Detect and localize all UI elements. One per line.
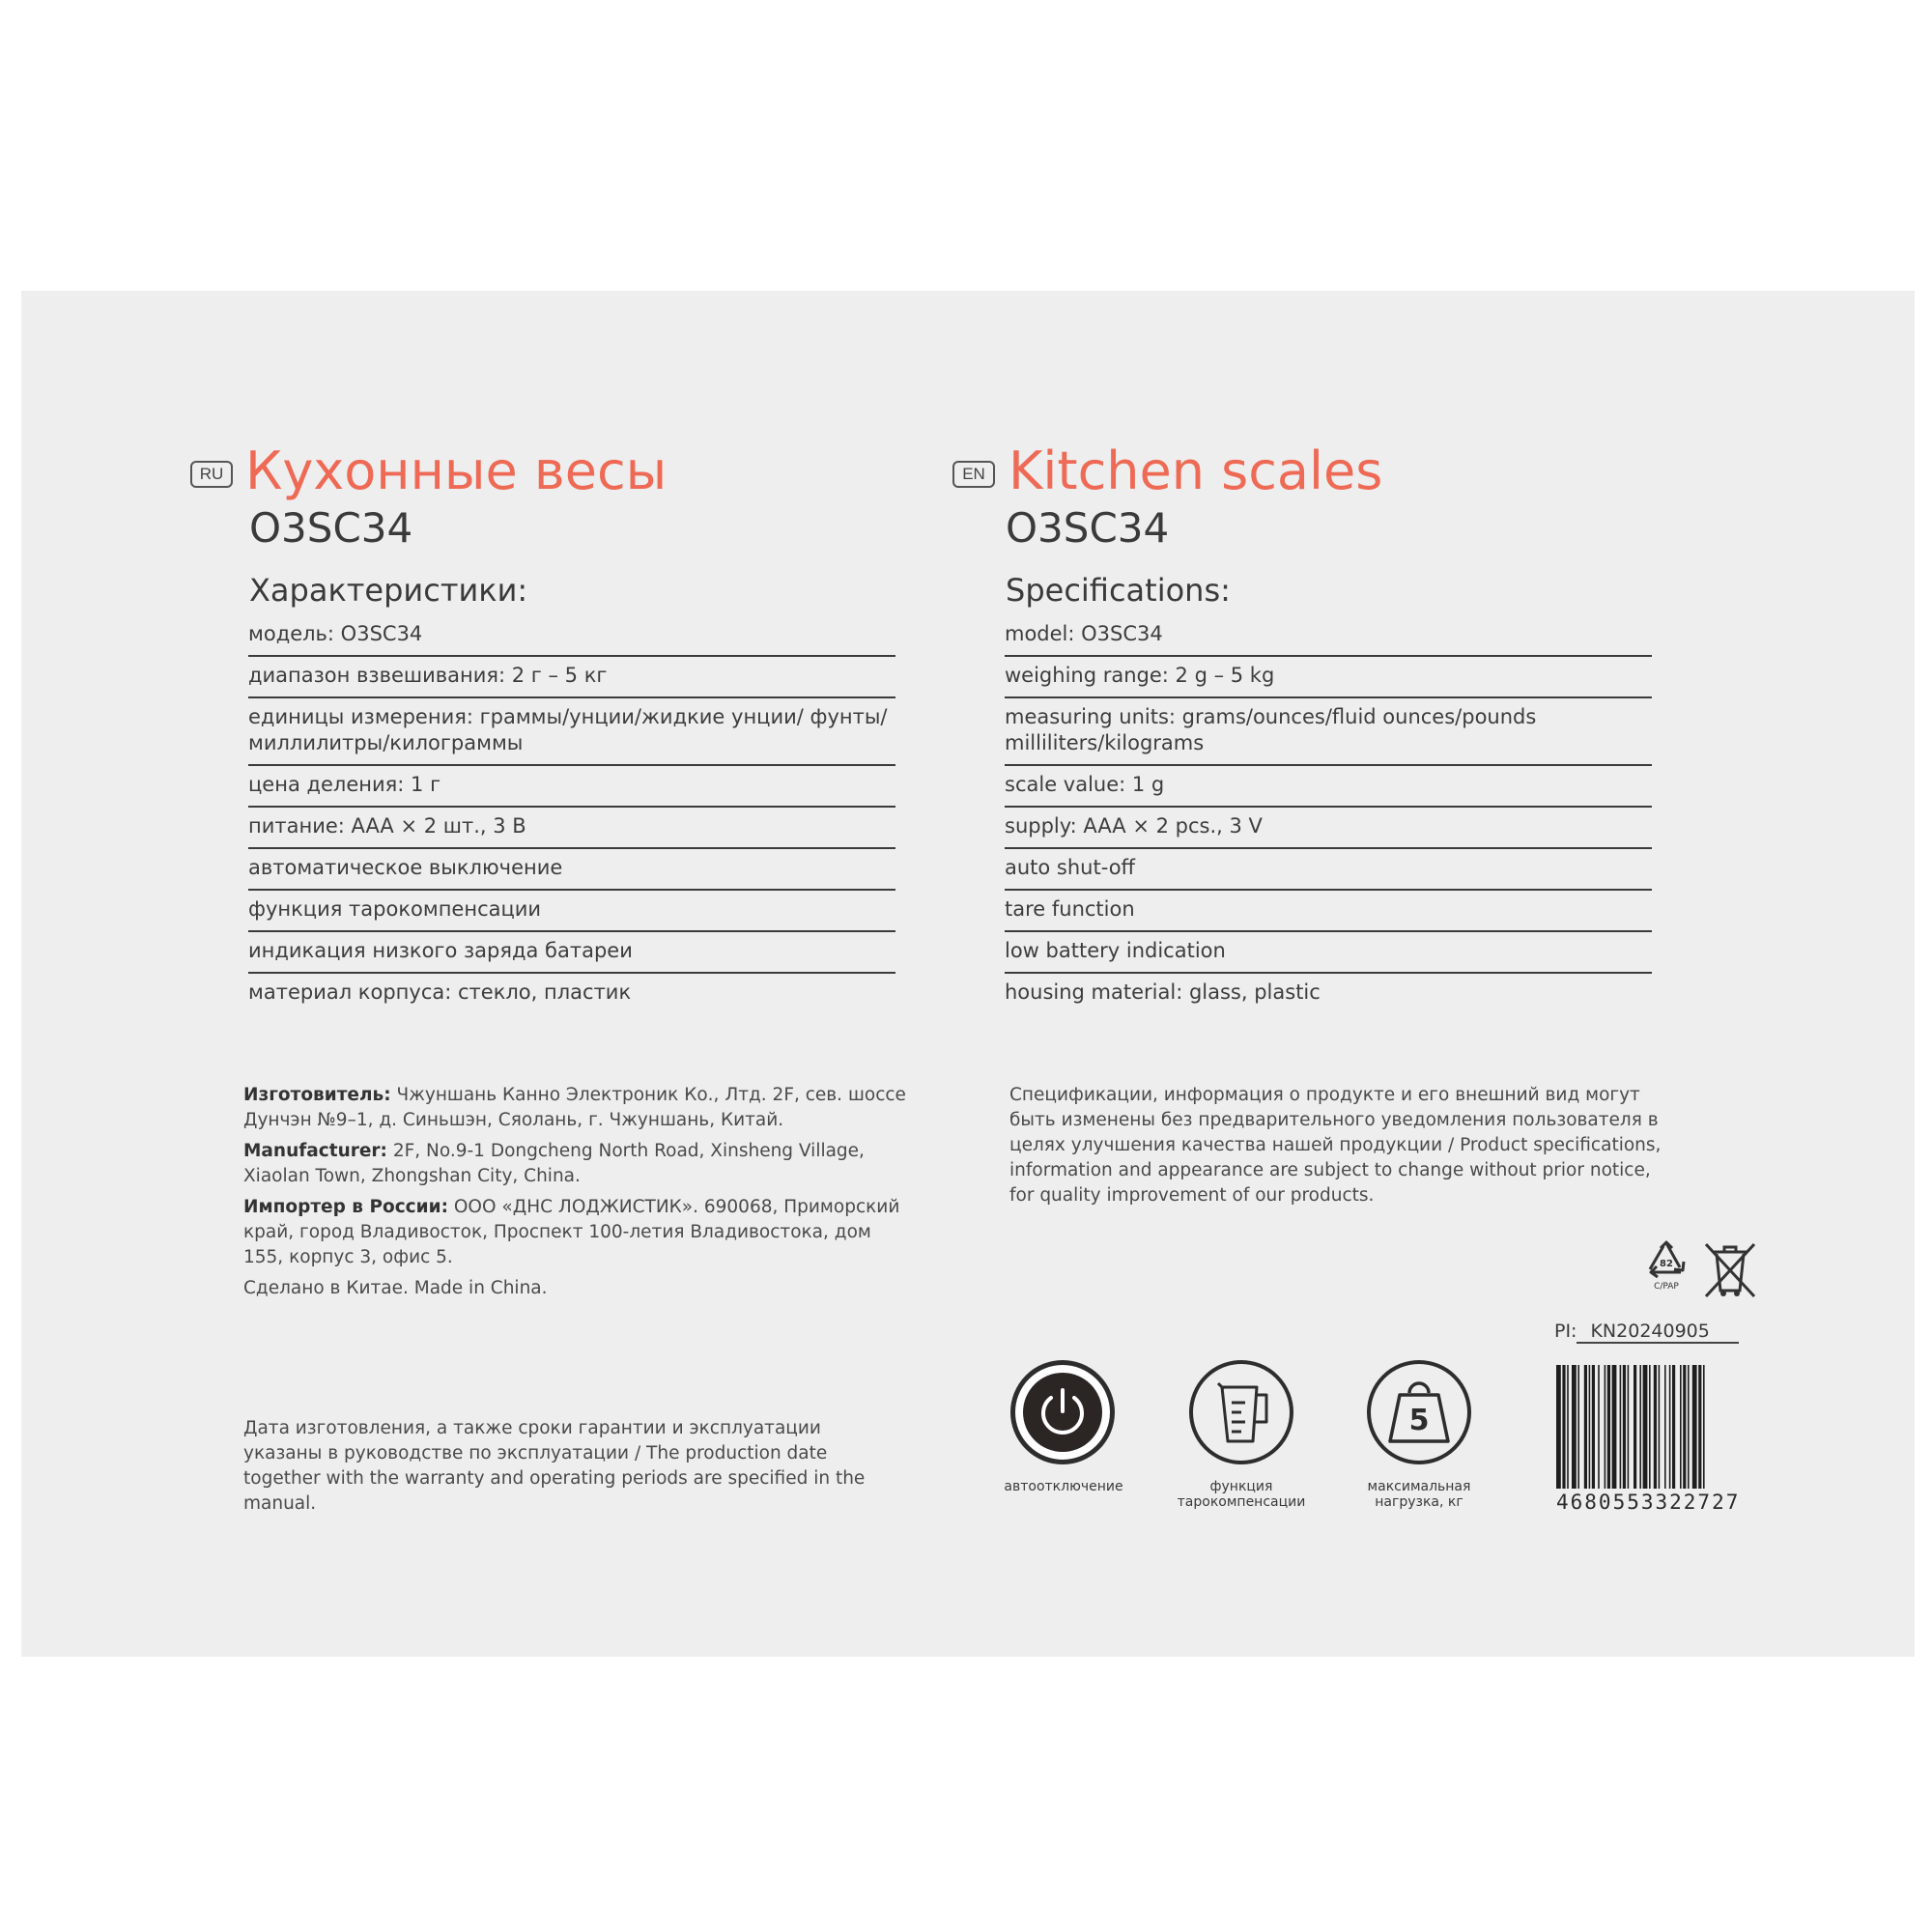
pi-field bbox=[1554, 1321, 1739, 1344]
spec-row: единицы измерения: граммы/унции/жидкие унции/ фунты/миллилитры/килограммы bbox=[248, 698, 895, 766]
spec-row: модель: O3SC34 bbox=[248, 615, 895, 657]
power-icon bbox=[1015, 1365, 1110, 1460]
spec-row: low battery indication bbox=[1005, 932, 1652, 974]
barcode-graphic bbox=[1556, 1365, 1756, 1489]
importer-text: ООО «ДНС ЛОДЖИСТИК». 690068, Приморский край, город Владивосток, Проспект 100-летия Владивостока, дом 155, корпус 3, офис 5. bbox=[243, 1197, 900, 1267]
manufacturer-en-label: Manufacturer: bbox=[243, 1141, 387, 1161]
recycle-code: C/PAP bbox=[1654, 1282, 1679, 1292]
tare-jug-icon bbox=[1193, 1364, 1290, 1461]
pi-label: PI: bbox=[1554, 1321, 1577, 1342]
auto-off-caption: автоотключение bbox=[1004, 1479, 1123, 1494]
ru-language-badge: RU bbox=[190, 461, 233, 488]
spec-row: housing material: glass, plastic bbox=[1005, 980, 1321, 1004]
en-product-title: Kitchen scales bbox=[1009, 440, 1383, 501]
spec-row: диапазон взвешивания: 2 г – 5 кг bbox=[248, 657, 895, 698]
ru-product-title: Кухонные весы bbox=[245, 440, 668, 501]
tare-feature bbox=[1189, 1360, 1293, 1464]
recycle-icon bbox=[1637, 1240, 1695, 1300]
spec-row: индикация низкого заряда батареи bbox=[248, 932, 895, 974]
importer-label: Импортер в России: bbox=[243, 1197, 448, 1217]
manufacturer-en-text: 2F, No.9-1 Dongcheng North Road, Xinsheng Village, Xiaolan Town, Zhongshan City, China. bbox=[243, 1141, 865, 1186]
made-in-text: Сделано в Китае. Made in China. bbox=[243, 1278, 548, 1298]
ru-model-number: O3SC34 bbox=[249, 504, 413, 552]
recycle-number: 82 bbox=[1660, 1259, 1673, 1269]
spec-row: scale value: 1 g bbox=[1005, 766, 1652, 808]
max-load-feature bbox=[1367, 1360, 1471, 1464]
spec-row: материал корпуса: стекло, пластик bbox=[248, 980, 632, 1004]
spec-row: auto shut-off bbox=[1005, 849, 1652, 891]
spec-row: weighing range: 2 g – 5 kg bbox=[1005, 657, 1652, 698]
manufacturer-block bbox=[243, 1083, 910, 1307]
spec-row: supply: AAA × 2 pcs., 3 V bbox=[1005, 808, 1652, 849]
spec-row: автоматическое выключение bbox=[248, 849, 895, 891]
spec-row: функция тарокомпенсации bbox=[248, 891, 895, 932]
max-load-caption: максимальная нагрузка, кг bbox=[1367, 1479, 1471, 1510]
crossed-bin-icon bbox=[1702, 1240, 1758, 1300]
en-model-number: O3SC34 bbox=[1006, 504, 1170, 552]
ru-specs-heading: Характеристики: bbox=[249, 572, 528, 609]
tare-caption: функция тарокомпенсации bbox=[1177, 1479, 1306, 1510]
spec-row: model: O3SC34 bbox=[1005, 615, 1652, 657]
en-specs-heading: Specifications: bbox=[1006, 572, 1231, 609]
weight-icon bbox=[1371, 1364, 1467, 1461]
pi-value: KN20240905 bbox=[1577, 1321, 1738, 1344]
notice-text: Спецификации, информация о продукте и его внешний вид могут быть изменены без предварительного уведомления пользователя в целях улучшения качества нашей продукции / Product specifications, information and appearance are subject to change without prior notice, for quality improvement of our products. bbox=[1009, 1085, 1662, 1206]
barcode-number: 4680553322727 bbox=[1556, 1491, 1741, 1514]
ru-specs-list bbox=[248, 615, 895, 1013]
production-note: Дата изготовления, а также сроки гарантии и эксплуатации указаны в руководстве по эксплуатации / The production date together with the warranty and operating periods are specified in the manual. bbox=[243, 1418, 866, 1514]
spec-row: tare function bbox=[1005, 891, 1652, 932]
spec-row: measuring units: grams/ounces/fluid ounces/pounds milliliters/kilograms bbox=[1005, 698, 1652, 766]
en-specs-list bbox=[1005, 615, 1652, 1013]
manufacturer-ru-label: Изготовитель: bbox=[243, 1085, 391, 1105]
manufacturer-ru-text: Чжуншань Канно Электроник Ко., Лтд. 2F, сев. шоссе Дунчэн №9–1, д. Синьшэн, Сяолань, г. Чжуншань, Китай. bbox=[243, 1085, 906, 1130]
spec-row: цена деления: 1 г bbox=[248, 766, 895, 808]
max-load-value: 5 bbox=[1408, 1404, 1430, 1437]
en-language-badge: EN bbox=[952, 461, 995, 488]
auto-off-feature bbox=[1010, 1360, 1115, 1464]
spec-row: питание: AAA × 2 шт., 3 В bbox=[248, 808, 895, 849]
